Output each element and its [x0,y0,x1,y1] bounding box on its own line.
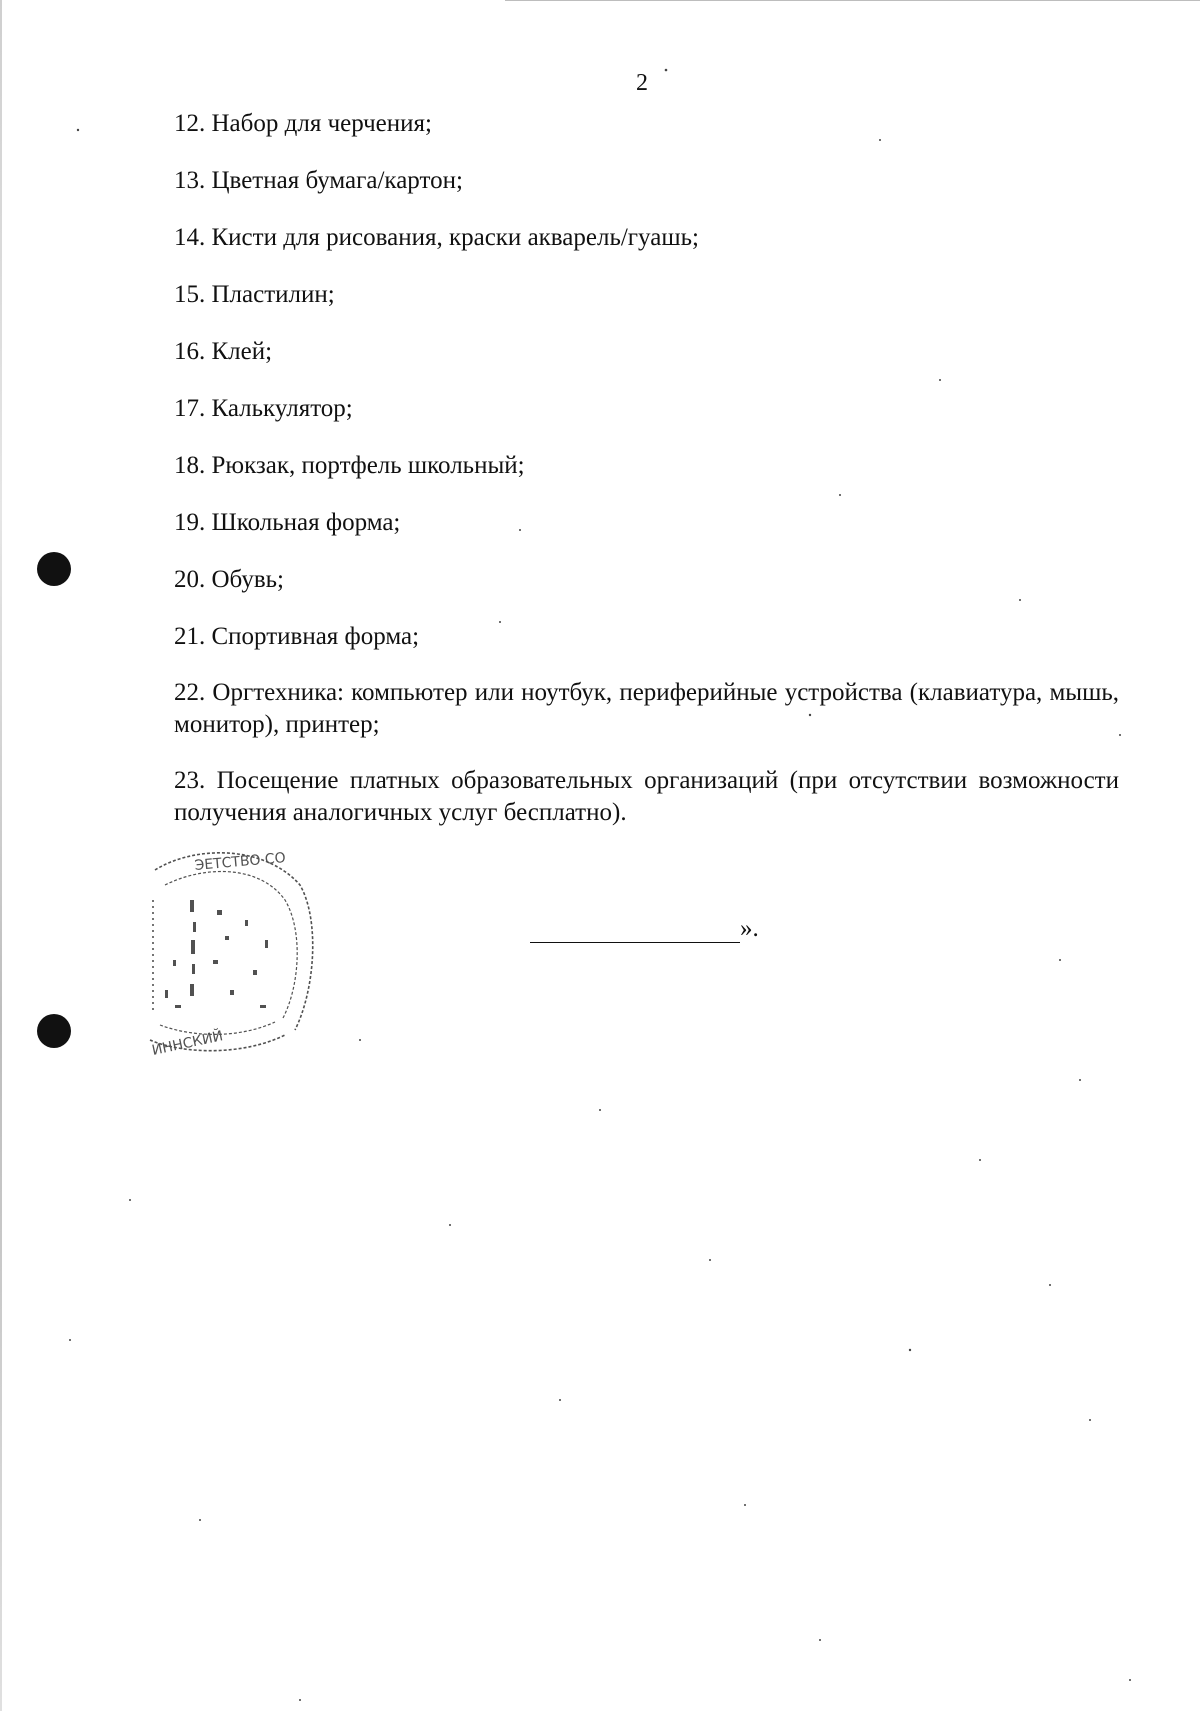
page-number: 2 [636,70,648,96]
svg-text:ИННСКИЙ: ИННСКИЙ [150,1028,225,1059]
scan-edge-top [505,0,1200,1]
list-item: 15. Пластилин; [174,281,335,308]
list-item: 21. Спортивная форма; [174,623,420,650]
list-item: 14. Кисти для рисования, краски акварель/гуашь; [174,224,699,251]
signature-blank [530,914,740,943]
hole-punch [37,1014,71,1048]
list-item: 23. Посещение платных образовательных организаций (при отсутствии возможности получения аналогичных услуг бесплатно). [174,767,1119,826]
svg-text:ЭЕТСТВО СО: ЭЕТСТВО СО [193,850,287,874]
items-list [174,108,1119,829]
list-item: 19. Школьная форма; [174,509,401,536]
list-item: 18. Рюкзак, портфель школьный; [174,452,525,479]
hole-punch [37,552,71,586]
official-seal-stamp [135,840,315,1065]
closing-line [530,914,759,943]
list-item: 20. Обувь; [174,566,284,593]
list-item: 13. Цветная бумага/картон; [174,167,463,194]
scan-edge-left [0,0,2,1711]
list-item: 16. Клей; [174,338,273,365]
closing-quote: ». [740,915,759,942]
list-item: 12. Набор для черчения; [174,110,432,137]
list-item: 22. Оргтехника: компьютер или ноутбук, периферийные устройства (клавиатура, мышь, монитор), принтер; [174,679,1119,738]
list-item: 17. Калькулятор; [174,395,353,422]
